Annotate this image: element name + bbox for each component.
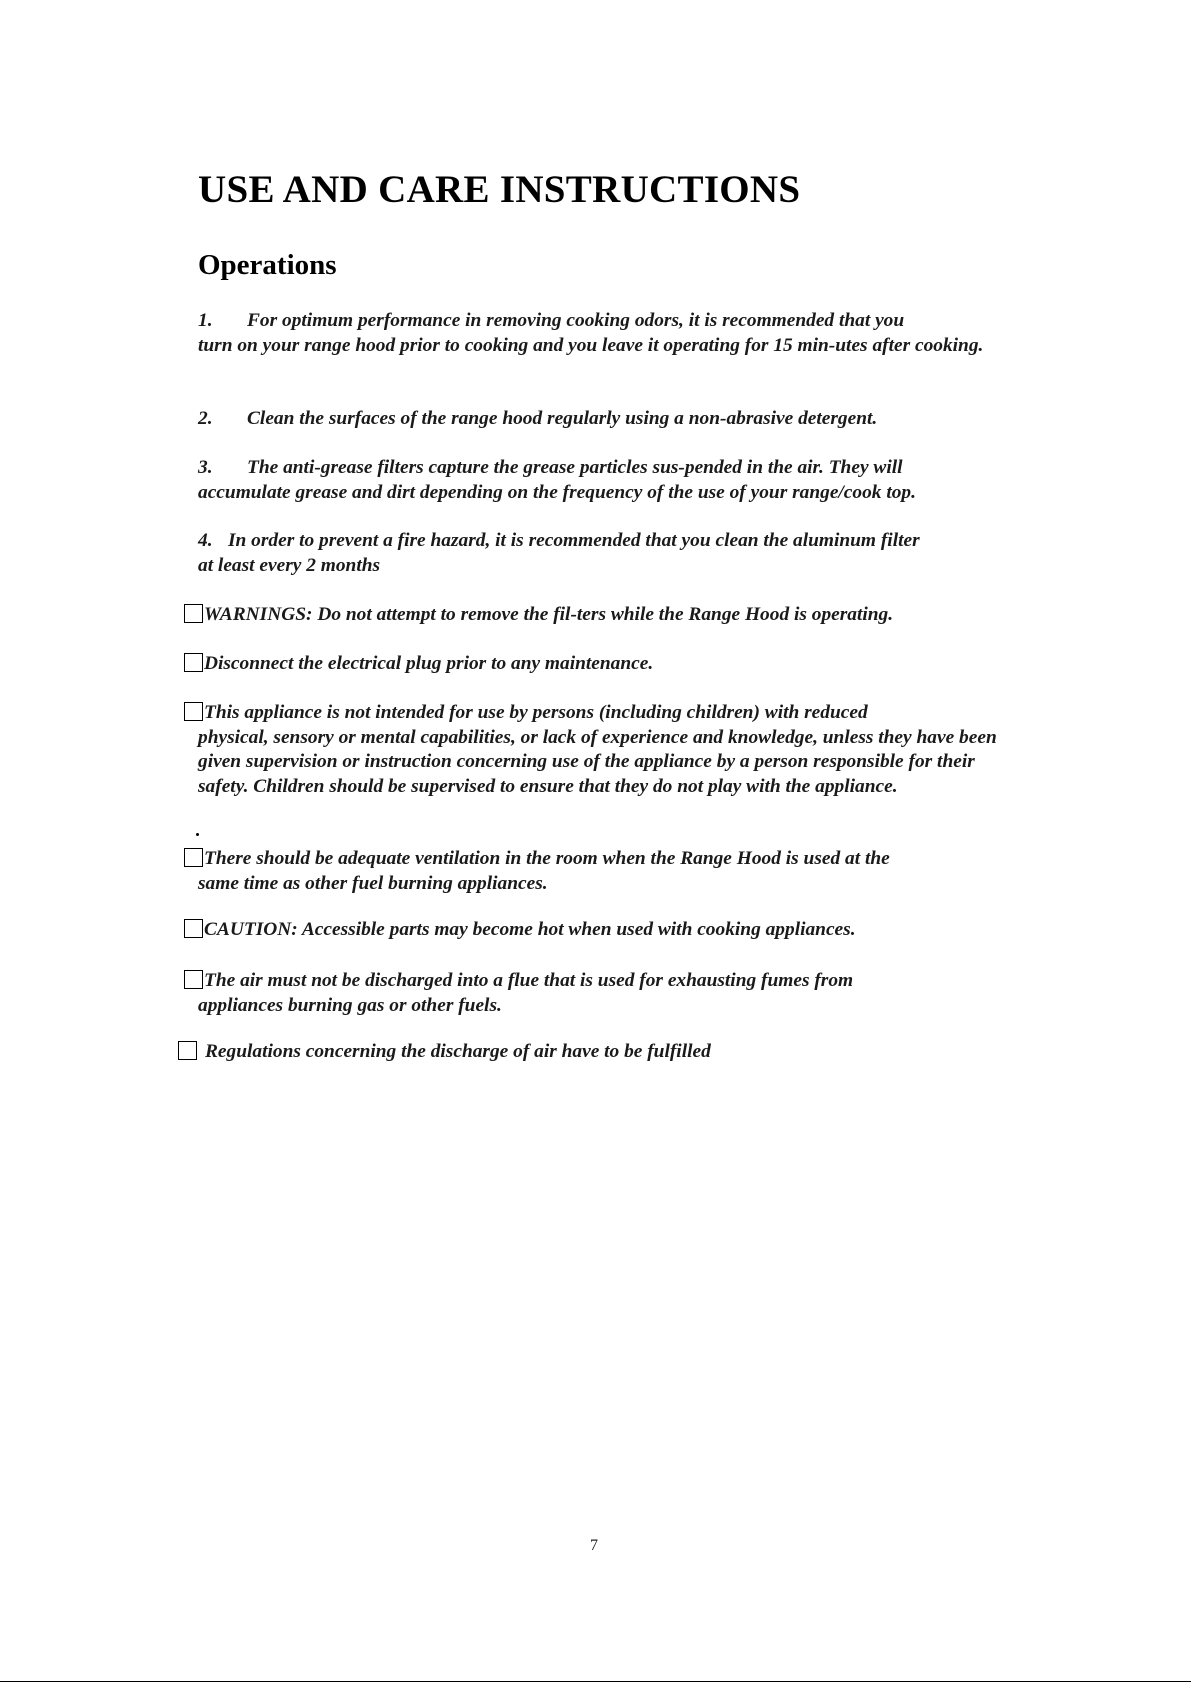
page-number: 7 [590, 1537, 598, 1554]
check-item-text: CAUTION: Accessible parts may become hot when used with cooking appliances. [204, 919, 856, 940]
numbered-item-3 [198, 456, 1038, 505]
check-item-text: Disconnect the electrical plug prior to any maintenance. [204, 653, 654, 674]
numbered-item-2 [198, 407, 1018, 432]
item-text-continued: at least every 2 months [198, 554, 381, 576]
check-item-air-discharge [184, 969, 1058, 1018]
check-item-text: Regulations concerning the discharge of air have to be fulfilled [205, 1041, 711, 1062]
stray-dot [196, 833, 199, 836]
check-item-warnings [184, 603, 1044, 628]
item-text: In order to prevent a fire hazard, it is recommended that you clean the aluminum filter [228, 530, 920, 551]
item-number: 3. [198, 457, 213, 478]
check-item-caution [184, 918, 1044, 943]
check-item-disconnect [184, 652, 1044, 677]
check-item-regulations [178, 1040, 1038, 1065]
item-text: For optimum performance in removing cooking odors, it is recommended that you [247, 310, 905, 331]
checkbox-icon [184, 653, 203, 672]
check-item-text: WARNINGS: Do not attempt to remove the fil-ters while the Range Hood is operating. [204, 604, 894, 625]
bottom-divider [0, 1681, 1191, 1682]
item-text-continued: accumulate grease and dirt depending on the frequency of the use of your range/cook top. [198, 481, 916, 503]
checkbox-icon [184, 848, 203, 867]
numbered-item-1 [198, 309, 988, 358]
check-item-text: This appliance is not intended for use by persons (including children) with reduced [204, 702, 868, 723]
check-item-ventilation [184, 847, 1058, 896]
check-item-text-continued: appliances burning gas or other fuels. [198, 994, 502, 1016]
numbered-item-4 [198, 529, 1038, 578]
checkbox-icon [178, 1041, 197, 1060]
checkbox-icon [184, 970, 203, 989]
section-heading-operations: Operations [198, 249, 337, 281]
checkbox-icon [184, 604, 203, 623]
check-item-text-continued: physical, sensory or mental capabilities, or lack of experience and knowledge, unless they have been given supervision or instruction concerning use of the appliance by a person responsible for their safety. Children should be supervised to ensure that they do not play with the appliance. [198, 726, 997, 797]
item-text: The anti-grease filters capture the grease particles sus-pended in the air. They will [247, 457, 903, 478]
item-number: 4. [198, 530, 213, 551]
check-item-text-continued: same time as other fuel burning appliances. [198, 872, 548, 894]
page-title: USE AND CARE INSTRUCTIONS [198, 168, 801, 211]
checkbox-icon [184, 702, 203, 721]
item-number: 1. [198, 310, 213, 331]
item-text: Clean the surfaces of the range hood regularly using a non-abrasive detergent. [247, 408, 878, 429]
check-item-text: There should be adequate ventilation in the room when the Range Hood is used at the [204, 848, 890, 869]
check-item-text: The air must not be discharged into a flue that is used for exhausting fumes from [204, 970, 854, 991]
checkbox-icon [184, 919, 203, 938]
check-item-appliance-usage [184, 701, 998, 799]
item-number: 2. [198, 408, 213, 429]
item-text-continued: turn on your range hood prior to cooking and you leave it operating for 15 min-utes after cooking. [198, 334, 984, 356]
